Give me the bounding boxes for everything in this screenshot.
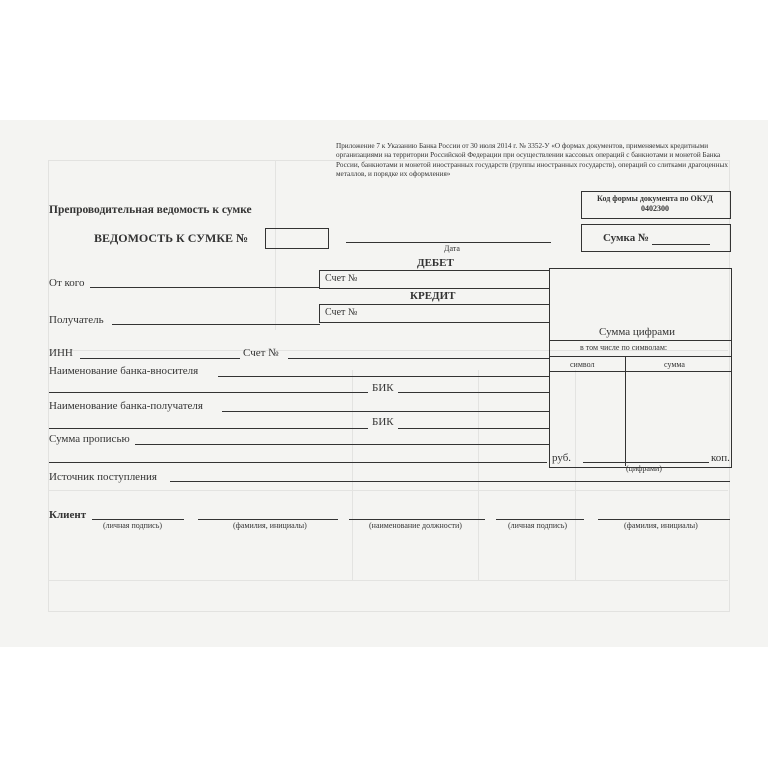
- bag-label: Сумка №: [603, 232, 649, 244]
- source-label: Источник поступления: [49, 471, 157, 483]
- sum-words-line[interactable]: [135, 444, 550, 445]
- date-line[interactable]: [346, 242, 551, 243]
- client-name-line[interactable]: [198, 519, 338, 520]
- bank-depositor-line[interactable]: [218, 376, 550, 377]
- bank-recipient-line[interactable]: [222, 411, 550, 412]
- symbols-header-top: [549, 356, 731, 357]
- vedomost-number-field[interactable]: [265, 228, 329, 249]
- client-position-line[interactable]: [349, 519, 485, 520]
- sum-digits-divider: [549, 340, 731, 341]
- debit-label: ДЕБЕТ: [417, 257, 454, 269]
- from-label: От кого: [49, 277, 85, 289]
- client-label: Клиент: [49, 509, 87, 521]
- inn-label: ИНН: [49, 347, 73, 359]
- from-line[interactable]: [90, 287, 320, 288]
- debit-account-label: Счет №: [325, 273, 358, 284]
- recipient-line[interactable]: [112, 324, 320, 325]
- sig-personal-caption-2: (личная подпись): [508, 521, 568, 530]
- client-sig-line-2[interactable]: [496, 519, 584, 520]
- sig-name-caption-2: (фамилия, инициалы): [624, 521, 698, 530]
- credit-account-label: Счет №: [325, 307, 358, 318]
- kop-line[interactable]: [583, 462, 709, 463]
- bank-recipient-label: Наименование банка-получателя: [49, 400, 203, 412]
- client-sig-line[interactable]: [92, 519, 184, 520]
- symbols-header-bottom: [549, 371, 731, 372]
- ghost-divider: [48, 580, 728, 581]
- bank-depositor-label: Наименование банка-вносителя: [49, 365, 199, 377]
- bank-recipient-line-2[interactable]: [49, 428, 368, 429]
- recipient-label: Получатель: [49, 314, 104, 326]
- ghost-divider: [352, 370, 353, 580]
- sig-personal-caption: (личная подпись): [103, 521, 163, 530]
- header-note: Приложение 7 к Указанию Банка России от 30 июля 2014 г. № 3352-У «О формах документов, применяемых кредитными организациями на территории Российской Федерации при осуществлении кассовых операций с банкнотами и монетой Банка России, банкнотами и монетой иностранных государств (группы иностранных государств), операций со слитками драгоценных металлов, и порядке их оформления»: [336, 142, 728, 178]
- sig-name-caption: (фамилия, инициалы): [233, 521, 307, 530]
- symbols-column-divider: [625, 356, 626, 466]
- vedomost-label: ВЕДОМОСТЬ К СУМКЕ №: [94, 231, 249, 245]
- credit-label: КРЕДИТ: [410, 290, 456, 302]
- col-sum: сумма: [664, 360, 685, 369]
- kop-label: коп.: [711, 452, 730, 464]
- inn-line[interactable]: [80, 358, 240, 359]
- incl-symbols-label: в том числе по символам:: [580, 343, 668, 352]
- client-name-line-2[interactable]: [598, 519, 730, 520]
- inn-account-label: Счет №: [243, 347, 279, 359]
- ghost-divider: [48, 490, 728, 491]
- source-line[interactable]: [170, 481, 730, 482]
- form-sheet: [0, 120, 768, 647]
- digits-caption: (цифрами): [626, 464, 662, 473]
- bik-depositor-line[interactable]: [398, 392, 550, 393]
- bik-recipient-label: БИК: [372, 416, 394, 428]
- bik-recipient-line[interactable]: [398, 428, 550, 429]
- bik-depositor-label: БИК: [372, 382, 394, 394]
- col-symbol: символ: [570, 360, 595, 369]
- sum-digits-label: Сумма цифрами: [599, 326, 676, 338]
- inn-account-line[interactable]: [288, 358, 550, 359]
- sig-position-caption: (наименование должности): [369, 521, 462, 530]
- bank-depositor-line-2[interactable]: [49, 392, 368, 393]
- sum-words-line-2[interactable]: [49, 462, 547, 463]
- bag-number-line[interactable]: [652, 244, 710, 245]
- date-caption: Дата: [444, 244, 460, 253]
- sum-words-label: Сумма прописью: [49, 433, 130, 445]
- form-title: Препроводительная ведомость к сумке: [49, 204, 252, 216]
- okud-label: Код формы документа по ОКУД 0402300: [597, 194, 713, 213]
- rub-label: руб.: [552, 452, 572, 464]
- ghost-divider: [478, 370, 479, 580]
